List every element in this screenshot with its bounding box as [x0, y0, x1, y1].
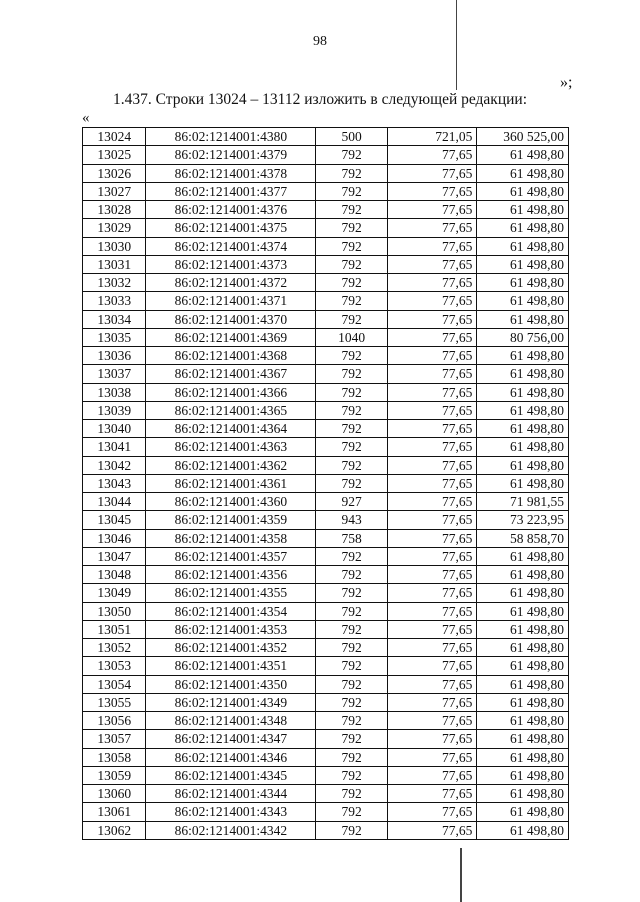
total-cell: 61 498,80 [477, 420, 569, 438]
area-cell: 792 [316, 182, 387, 200]
area-cell: 792 [316, 164, 387, 182]
table-row [83, 401, 569, 419]
area-cell: 943 [316, 511, 387, 529]
row-number-cell: 13030 [83, 237, 146, 255]
table-row [83, 164, 569, 182]
row-number-cell: 13027 [83, 182, 146, 200]
row-number-cell: 13038 [83, 383, 146, 401]
cadastral-number-cell: 86:02:1214001:4362 [146, 456, 316, 474]
total-cell: 61 498,80 [477, 547, 569, 565]
rate-cell: 77,65 [387, 639, 477, 657]
table-row [83, 182, 569, 200]
area-cell: 792 [316, 620, 387, 638]
closing-quote: »; [560, 74, 573, 91]
cadastral-number-cell: 86:02:1214001:4379 [146, 146, 316, 164]
cadastral-number-cell: 86:02:1214001:4343 [146, 803, 316, 821]
total-cell: 61 498,80 [477, 310, 569, 328]
rate-cell: 77,65 [387, 182, 477, 200]
cadastral-number-cell: 86:02:1214001:4366 [146, 383, 316, 401]
area-cell: 792 [316, 237, 387, 255]
total-cell: 61 498,80 [477, 785, 569, 803]
cadastral-number-cell: 86:02:1214001:4375 [146, 219, 316, 237]
row-number-cell: 13060 [83, 785, 146, 803]
rate-cell: 77,65 [387, 785, 477, 803]
total-cell: 61 498,80 [477, 730, 569, 748]
rate-cell: 77,65 [387, 675, 477, 693]
table-row [83, 292, 569, 310]
total-cell: 61 498,80 [477, 748, 569, 766]
row-number-cell: 13032 [83, 274, 146, 292]
table-row [83, 602, 569, 620]
area-cell: 792 [316, 456, 387, 474]
rate-cell: 721,05 [387, 128, 477, 146]
rate-cell: 77,65 [387, 529, 477, 547]
scan-artifact-line [460, 848, 462, 902]
rate-cell: 77,65 [387, 803, 477, 821]
cadastral-number-cell: 86:02:1214001:4345 [146, 766, 316, 784]
table-row [83, 310, 569, 328]
cadastral-number-cell: 86:02:1214001:4349 [146, 693, 316, 711]
total-cell: 61 498,80 [477, 347, 569, 365]
row-number-cell: 13037 [83, 365, 146, 383]
total-cell: 61 498,80 [477, 274, 569, 292]
table-row [83, 766, 569, 784]
total-cell: 61 498,80 [477, 292, 569, 310]
rate-cell: 77,65 [387, 347, 477, 365]
table-row [83, 328, 569, 346]
rate-cell: 77,65 [387, 401, 477, 419]
rate-cell: 77,65 [387, 365, 477, 383]
opening-quote: « [82, 110, 90, 126]
rate-cell: 77,65 [387, 766, 477, 784]
total-cell: 80 756,00 [477, 328, 569, 346]
row-number-cell: 13054 [83, 675, 146, 693]
row-number-cell: 13036 [83, 347, 146, 365]
rate-cell: 77,65 [387, 456, 477, 474]
table-row [83, 474, 569, 492]
table-row [83, 493, 569, 511]
area-cell: 1040 [316, 328, 387, 346]
row-number-cell: 13043 [83, 474, 146, 492]
rate-cell: 77,65 [387, 821, 477, 839]
cadastral-number-cell: 86:02:1214001:4368 [146, 347, 316, 365]
area-cell: 500 [316, 128, 387, 146]
row-number-cell: 13056 [83, 712, 146, 730]
rate-cell: 77,65 [387, 566, 477, 584]
rate-cell: 77,65 [387, 620, 477, 638]
area-cell: 792 [316, 566, 387, 584]
cadastral-number-cell: 86:02:1214001:4374 [146, 237, 316, 255]
cadastral-number-cell: 86:02:1214001:4350 [146, 675, 316, 693]
row-number-cell: 13026 [83, 164, 146, 182]
row-number-cell: 13058 [83, 748, 146, 766]
table-row [83, 128, 569, 146]
rate-cell: 77,65 [387, 511, 477, 529]
row-number-cell: 13048 [83, 566, 146, 584]
rate-cell: 77,65 [387, 493, 477, 511]
table-row [83, 146, 569, 164]
rate-cell: 77,65 [387, 584, 477, 602]
cadastral-number-cell: 86:02:1214001:4358 [146, 529, 316, 547]
area-cell: 792 [316, 474, 387, 492]
rate-cell: 77,65 [387, 420, 477, 438]
row-number-cell: 13042 [83, 456, 146, 474]
row-number-cell: 13053 [83, 657, 146, 675]
total-cell: 61 498,80 [477, 675, 569, 693]
cadastral-number-cell: 86:02:1214001:4364 [146, 420, 316, 438]
rate-cell: 77,65 [387, 693, 477, 711]
total-cell: 61 498,80 [477, 383, 569, 401]
total-cell: 61 498,80 [477, 657, 569, 675]
table-row [83, 383, 569, 401]
cadastral-number-cell: 86:02:1214001:4371 [146, 292, 316, 310]
area-cell: 792 [316, 255, 387, 273]
area-cell: 792 [316, 365, 387, 383]
row-number-cell: 13050 [83, 602, 146, 620]
row-number-cell: 13029 [83, 219, 146, 237]
cadastral-number-cell: 86:02:1214001:4351 [146, 657, 316, 675]
rate-cell: 77,65 [387, 748, 477, 766]
table-row [83, 803, 569, 821]
total-cell: 61 498,80 [477, 182, 569, 200]
table-row [83, 529, 569, 547]
rate-cell: 77,65 [387, 712, 477, 730]
rate-cell: 77,65 [387, 164, 477, 182]
rate-cell: 77,65 [387, 201, 477, 219]
table-row [83, 255, 569, 273]
cadastral-number-cell: 86:02:1214001:4365 [146, 401, 316, 419]
table-body [83, 128, 569, 840]
total-cell: 61 498,80 [477, 803, 569, 821]
table-row [83, 511, 569, 529]
table-row [83, 420, 569, 438]
rate-cell: 77,65 [387, 383, 477, 401]
table-row [83, 657, 569, 675]
cadastral-number-cell: 86:02:1214001:4363 [146, 438, 316, 456]
cadastral-number-cell: 86:02:1214001:4342 [146, 821, 316, 839]
area-cell: 792 [316, 803, 387, 821]
area-cell: 792 [316, 748, 387, 766]
row-number-cell: 13046 [83, 529, 146, 547]
total-cell: 61 498,80 [477, 255, 569, 273]
cadastral-number-cell: 86:02:1214001:4360 [146, 493, 316, 511]
rate-cell: 77,65 [387, 146, 477, 164]
area-cell: 792 [316, 693, 387, 711]
row-number-cell: 13047 [83, 547, 146, 565]
cadastral-number-cell: 86:02:1214001:4359 [146, 511, 316, 529]
area-cell: 792 [316, 821, 387, 839]
section-heading: 1.437. Строки 13024 – 13112 изложить в следующей редакции: [112, 91, 528, 108]
total-cell: 360 525,00 [477, 128, 569, 146]
rate-cell: 77,65 [387, 602, 477, 620]
cadastral-number-cell: 86:02:1214001:4347 [146, 730, 316, 748]
area-cell: 792 [316, 146, 387, 164]
area-cell: 792 [316, 420, 387, 438]
cadastral-number-cell: 86:02:1214001:4369 [146, 328, 316, 346]
area-cell: 792 [316, 310, 387, 328]
table-row [83, 584, 569, 602]
row-number-cell: 13033 [83, 292, 146, 310]
rate-cell: 77,65 [387, 438, 477, 456]
total-cell: 73 223,95 [477, 511, 569, 529]
total-cell: 61 498,80 [477, 219, 569, 237]
area-cell: 792 [316, 292, 387, 310]
table-row [83, 675, 569, 693]
rate-cell: 77,65 [387, 328, 477, 346]
total-cell: 61 498,80 [477, 620, 569, 638]
cadastral-number-cell: 86:02:1214001:4378 [146, 164, 316, 182]
rate-cell: 77,65 [387, 657, 477, 675]
rate-cell: 77,65 [387, 274, 477, 292]
cadastral-number-cell: 86:02:1214001:4357 [146, 547, 316, 565]
row-number-cell: 13059 [83, 766, 146, 784]
area-cell: 792 [316, 438, 387, 456]
row-number-cell: 13041 [83, 438, 146, 456]
total-cell: 61 498,80 [477, 237, 569, 255]
cadastral-number-cell: 86:02:1214001:4355 [146, 584, 316, 602]
total-cell: 61 498,80 [477, 365, 569, 383]
total-cell: 61 498,80 [477, 566, 569, 584]
row-number-cell: 13024 [83, 128, 146, 146]
area-cell: 792 [316, 383, 387, 401]
area-cell: 792 [316, 602, 387, 620]
rate-cell: 77,65 [387, 730, 477, 748]
row-number-cell: 13044 [83, 493, 146, 511]
table-row [83, 730, 569, 748]
table-row [83, 547, 569, 565]
row-number-cell: 13034 [83, 310, 146, 328]
total-cell: 61 498,80 [477, 401, 569, 419]
table-row [83, 274, 569, 292]
total-cell: 61 498,80 [477, 821, 569, 839]
total-cell: 61 498,80 [477, 146, 569, 164]
rate-cell: 77,65 [387, 547, 477, 565]
row-number-cell: 13052 [83, 639, 146, 657]
table-row [83, 620, 569, 638]
table-row [83, 748, 569, 766]
total-cell: 71 981,55 [477, 493, 569, 511]
cadastral-number-cell: 86:02:1214001:4380 [146, 128, 316, 146]
table-row [83, 785, 569, 803]
cadastral-number-cell: 86:02:1214001:4377 [146, 182, 316, 200]
rate-cell: 77,65 [387, 219, 477, 237]
row-number-cell: 13039 [83, 401, 146, 419]
table-row [83, 566, 569, 584]
total-cell: 61 498,80 [477, 456, 569, 474]
cadastral-number-cell: 86:02:1214001:4352 [146, 639, 316, 657]
total-cell: 61 498,80 [477, 164, 569, 182]
cadastral-number-cell: 86:02:1214001:4353 [146, 620, 316, 638]
row-number-cell: 13025 [83, 146, 146, 164]
page-number: 98 [313, 34, 327, 49]
area-cell: 792 [316, 730, 387, 748]
area-cell: 792 [316, 219, 387, 237]
cadastral-number-cell: 86:02:1214001:4367 [146, 365, 316, 383]
cadastral-number-cell: 86:02:1214001:4372 [146, 274, 316, 292]
row-number-cell: 13062 [83, 821, 146, 839]
table-row [83, 821, 569, 839]
rate-cell: 77,65 [387, 255, 477, 273]
rate-cell: 77,65 [387, 310, 477, 328]
table-row [83, 712, 569, 730]
row-number-cell: 13051 [83, 620, 146, 638]
total-cell: 61 498,80 [477, 201, 569, 219]
row-number-cell: 13028 [83, 201, 146, 219]
area-cell: 792 [316, 274, 387, 292]
total-cell: 61 498,80 [477, 712, 569, 730]
area-cell: 792 [316, 547, 387, 565]
row-number-cell: 13049 [83, 584, 146, 602]
total-cell: 58 858,70 [477, 529, 569, 547]
rate-cell: 77,65 [387, 292, 477, 310]
area-cell: 792 [316, 657, 387, 675]
cadastral-number-cell: 86:02:1214001:4370 [146, 310, 316, 328]
data-table [82, 127, 569, 840]
cadastral-number-cell: 86:02:1214001:4376 [146, 201, 316, 219]
table-row [83, 438, 569, 456]
table-row [83, 639, 569, 657]
cadastral-number-cell: 86:02:1214001:4356 [146, 566, 316, 584]
area-cell: 792 [316, 639, 387, 657]
cadastral-number-cell: 86:02:1214001:4346 [146, 748, 316, 766]
row-number-cell: 13035 [83, 328, 146, 346]
area-cell: 792 [316, 584, 387, 602]
table-row [83, 237, 569, 255]
total-cell: 61 498,80 [477, 639, 569, 657]
row-number-cell: 13055 [83, 693, 146, 711]
rate-cell: 77,65 [387, 474, 477, 492]
cadastral-number-cell: 86:02:1214001:4361 [146, 474, 316, 492]
total-cell: 61 498,80 [477, 474, 569, 492]
row-number-cell: 13061 [83, 803, 146, 821]
area-cell: 792 [316, 712, 387, 730]
row-number-cell: 13057 [83, 730, 146, 748]
cadastral-number-cell: 86:02:1214001:4344 [146, 785, 316, 803]
row-number-cell: 13045 [83, 511, 146, 529]
area-cell: 792 [316, 401, 387, 419]
cadastral-number-cell: 86:02:1214001:4373 [146, 255, 316, 273]
area-cell: 792 [316, 201, 387, 219]
cadastral-number-cell: 86:02:1214001:4348 [146, 712, 316, 730]
table-row [83, 219, 569, 237]
table-row [83, 365, 569, 383]
total-cell: 61 498,80 [477, 602, 569, 620]
row-number-cell: 13031 [83, 255, 146, 273]
area-cell: 792 [316, 785, 387, 803]
table-row [83, 201, 569, 219]
area-cell: 927 [316, 493, 387, 511]
total-cell: 61 498,80 [477, 766, 569, 784]
area-cell: 758 [316, 529, 387, 547]
cadastral-number-cell: 86:02:1214001:4354 [146, 602, 316, 620]
area-cell: 792 [316, 347, 387, 365]
table-row [83, 693, 569, 711]
table-row [83, 456, 569, 474]
area-cell: 792 [316, 766, 387, 784]
row-number-cell: 13040 [83, 420, 146, 438]
table-row [83, 347, 569, 365]
total-cell: 61 498,80 [477, 584, 569, 602]
area-cell: 792 [316, 675, 387, 693]
total-cell: 61 498,80 [477, 438, 569, 456]
rate-cell: 77,65 [387, 237, 477, 255]
total-cell: 61 498,80 [477, 693, 569, 711]
